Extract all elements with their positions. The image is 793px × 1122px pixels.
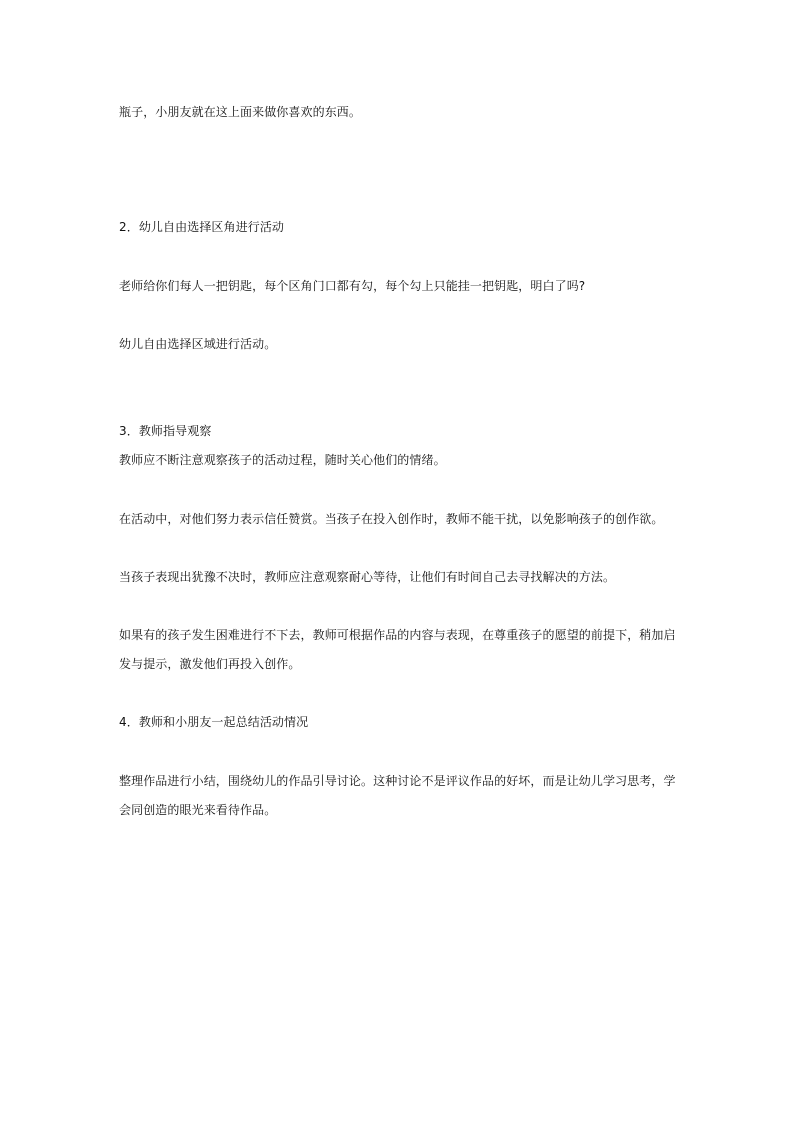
paragraph-line-9: 整理作品进行小结，围绕幼儿的作品引导讨论。这种讨论不是评议作品的好坏，而是让幼儿学习思考，学 — [119, 774, 676, 788]
section-heading-4: 4．教师和小朋友一起总结活动情况 — [119, 715, 309, 729]
paragraph-line-8: 发与提示，激发他们再投入创作。 — [119, 657, 301, 671]
paragraph-line-6: 当孩子表现出犹豫不决时，教师应注意观察耐心等待，让他们有时间自己去寻找解决的方法。 — [119, 570, 616, 584]
paragraph-line-1: 瓶子，小朋友就在这上面来做你喜欢的东西。 — [119, 105, 362, 119]
paragraph-line-2: 老师给你们每人一把钥匙，每个区角门口都有勾，每个勾上只能挂一把钥匙，明白了吗? — [119, 279, 586, 293]
paragraph-line-3: 幼儿自由选择区域进行活动。 — [119, 337, 277, 351]
paragraph-line-7: 如果有的孩子发生困难进行不下去，教师可根据作品的内容与表现，在尊重孩子的愿望的前提下，稍加启 — [119, 628, 676, 642]
paragraph-line-5: 在活动中，对他们努力表示信任赞赏。当孩子在投入创作时，教师不能干扰，以免影响孩子的创作欲。 — [119, 512, 664, 526]
section-heading-3: 3．教师指导观察 — [119, 424, 212, 438]
paragraph-line-4: 教师应不断注意观察孩子的活动过程，随时关心他们的情绪。 — [119, 453, 446, 467]
paragraph-line-10: 会同创造的眼光来看待作品。 — [119, 803, 277, 817]
section-heading-2: 2．幼儿自由选择区角进行活动 — [119, 220, 285, 234]
